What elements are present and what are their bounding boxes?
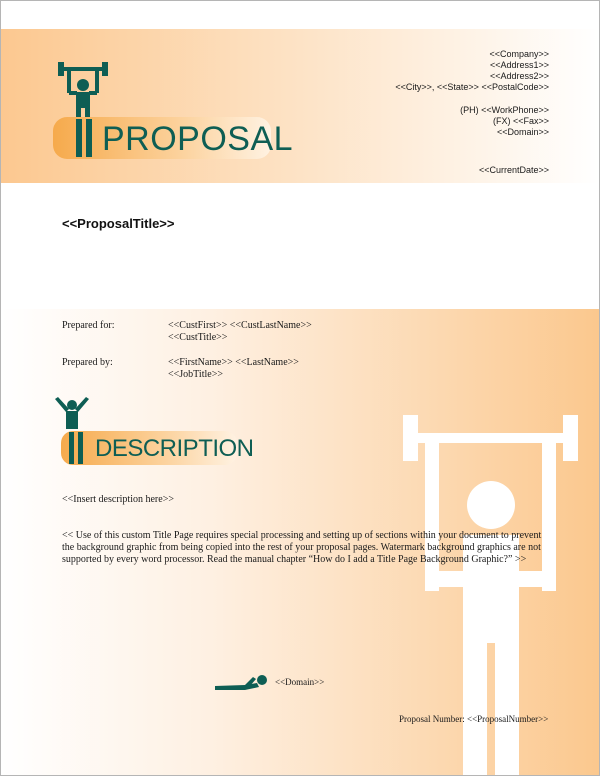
header-domain: <<Domain>> [496,127,549,137]
prepared-for-label: Prepared for: [62,320,115,331]
author-name: <<FirstName>> <<LastName>> [168,357,299,368]
current-date: <<CurrentDate>> [478,165,549,175]
company-name: <<Company>> [489,49,549,59]
customer-title: <<CustTitle>> [168,332,228,343]
weightlifter-icon [57,61,109,119]
legs-bar-icon [76,119,92,157]
cheering-person-icon [53,395,91,435]
prepared-by-label: Prepared by: [62,357,113,368]
proposal-heading: PROPOSAL [102,120,294,158]
fax-number: (FX) <<Fax>> [492,116,549,126]
customer-name: <<CustFirst>> <<CustLastName>> [168,320,312,331]
address-line-1: <<Address1>> [489,60,549,70]
description-heading: DESCRIPTION [95,435,254,462]
proposal-title: <<ProposalTitle>> [62,216,175,231]
description-placeholder: <<Insert description here>> [62,494,174,505]
author-job-title: <<JobTitle>> [168,369,223,380]
city-state-postal: <<City>>, <<State>> <<PostalCode>> [395,82,549,92]
legs-bar-icon-small [69,432,83,464]
swimmer-icon [215,672,271,694]
work-phone: (PH) <<WorkPhone>> [460,105,549,115]
footer-domain: <<Domain>> [275,677,325,687]
title-page-notice: << Use of this custom Title Page requires special processing and setting up of sections within your document to prevent the background graphic from being copied into the rest of your proposal pages. Watermark background graphics are not supported by every word processor. Read the manual chapter “How do I add a Title Page Background Graphic?” >> [62,530,542,565]
proposal-number: Proposal Number: <<ProposalNumber>> [399,714,549,724]
address-line-2: <<Address2>> [489,71,549,81]
